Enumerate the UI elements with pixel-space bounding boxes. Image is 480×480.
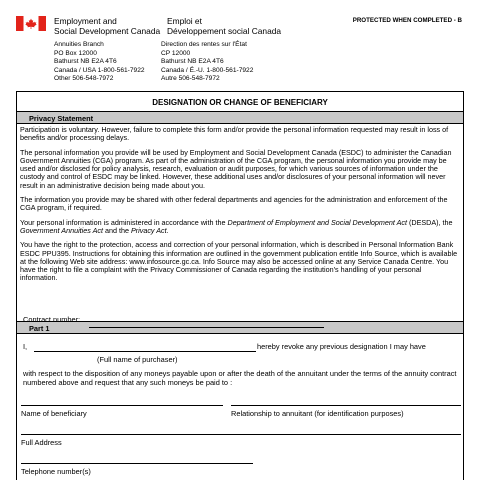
org-fr-line2: Développement social Canada [167, 26, 282, 36]
form-title: DESIGNATION OR CHANGE OF BENEFICIARY [152, 98, 328, 107]
purchaser-caption: (Full name of purchaser) [97, 355, 178, 364]
address-fr-line: Autre 506-548-7972 [161, 75, 220, 83]
address-en-line: Other 506-548-7972 [54, 75, 114, 83]
address-fr-line: Bathurst NB E2A 4T6 [161, 58, 224, 66]
telephone-label: Telephone number(s) [21, 467, 91, 476]
privacy-section-header [17, 111, 463, 124]
beneficiary-name-field[interactable] [21, 405, 223, 406]
protected-label: PROTECTED WHEN COMPLETED - B [352, 17, 462, 24]
relationship-field[interactable] [231, 405, 461, 406]
privacy-paragraph: The information you provide may be shared with other federal departments and agencies for the administration and enforcement of the CGA program, if required. [20, 195, 448, 213]
address-fr-line: CP 12000 [161, 49, 191, 57]
privacy-text: and the [102, 225, 131, 235]
org-fr-line1: Emploi et [167, 16, 202, 26]
org-name-fr [167, 16, 281, 36]
address-fr-line: Canada / É.-U. 1-800-561-7922 [161, 66, 254, 74]
address-fr-line: Direction des rentes sur l'État [161, 41, 247, 48]
act-name: Privacy Act [130, 225, 167, 235]
full-address-field[interactable] [21, 434, 461, 435]
address-en-line: Canada / USA 1-800-561-7922 [54, 66, 145, 74]
address-en-line: Bathurst NB E2A 4T6 [54, 58, 117, 66]
address-en-line: PO Box 12000 [54, 49, 97, 57]
beneficiary-name-label: Name of beneficiary [21, 409, 87, 418]
privacy-paragraph: The personal information you provide will be used by Employment and Social Development Canada (ESDC) to administer the Canadian Government Annuities (CGA) program. As part of the administration of the CGA program, the personal information you provide may be used and/or disclosed for policy analysis, research, evaluation or audit purposes, for which various sources of information under the custody and control of ESDC may be linked. However, these additional uses and/or disclosures of your personal information will never result in an administrative decision being made about you. [20, 147, 452, 190]
privacy-text: (DESDA), the [407, 217, 453, 227]
privacy-paragraph: Participation is voluntary. However, failure to complete this form and/or provide the personal information requested may result in loss of benefits and/or processing delays. [20, 125, 449, 143]
act-name: Government Annuities Act [20, 225, 103, 235]
form-frame [16, 91, 464, 480]
purchaser-name-field[interactable] [34, 351, 256, 352]
org-name-en [54, 16, 160, 36]
contract-number-label: Contract number: [23, 315, 81, 324]
address-fr [161, 41, 253, 84]
address-en [54, 41, 145, 84]
privacy-statement [20, 126, 460, 289]
part1-heading: Part 1 [29, 323, 50, 333]
canada-flag-icon [16, 16, 46, 31]
privacy-text: . [166, 225, 169, 235]
revoke-text: hereby revoke any previous designation I may have [257, 342, 426, 351]
full-address-label: Full Address [21, 438, 62, 447]
privacy-paragraph [20, 219, 460, 236]
privacy-heading: Privacy Statement [29, 113, 94, 123]
privacy-paragraph: You have the right to the protection, access and correction of your personal information, which is described in Personal Information Bank ESDC PPU395. Instructions for obtaining this information are outlined in the government publication entitle Info Source, which is available at the following Web site address: www.infosource.gc.ca. Info Source may also be accessed online at any Service Canada Centre. You have the right to file a complaint with the Privacy Commissioner of Canada regarding the institution's handling of your personal information. [20, 240, 458, 283]
contract-number-field[interactable] [89, 327, 324, 328]
privacy-text: Your personal information is administered in accordance with the [20, 217, 228, 227]
org-en-line2: Social Development Canada [54, 26, 161, 36]
relationship-label: Relationship to annuitant (for identification purposes) [231, 409, 404, 418]
org-en-line1: Employment and [54, 16, 117, 26]
act-name: Department of Employment and Social Development Act [227, 217, 408, 227]
i-label: I, [23, 342, 28, 351]
telephone-field[interactable] [21, 463, 253, 464]
address-en-line: Annuities Branch [54, 41, 104, 48]
disposition-text: with respect to the disposition of any moneys payable upon or after the death of the annuitant under the terms of the annuity contract numbered above and request that any such moneys be paid to : [23, 369, 457, 388]
